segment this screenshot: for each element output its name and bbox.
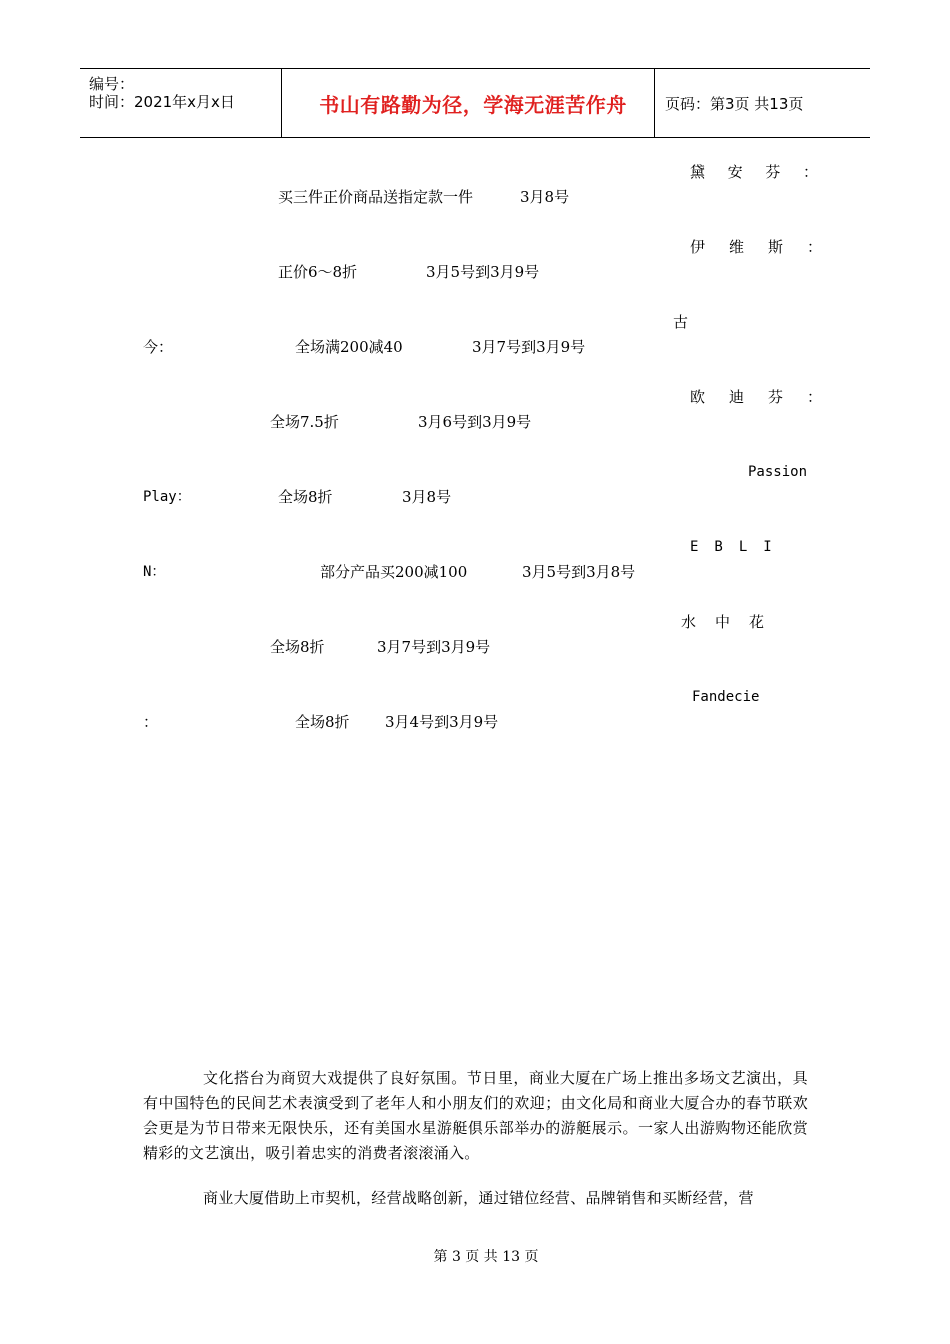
promo-offer: 全场8折 (278, 488, 333, 506)
promo-brand-part: Passion (748, 464, 808, 480)
promo-offer: 全场8折 (270, 638, 325, 656)
document-time-label: 时间：2021年x月x日 (89, 93, 235, 111)
body-paragraph: 文化搭台为商贸大戏提供了良好氛围。节日里，商业大厦在广场上推出多场文艺演出，具有中国特色的民间艺术表演受到了老年人和小朋友们的欢迎；由文化局和商业大厦合办的春节联欢会更是为节日带来无限快乐，还有美国水星游艇俱乐部举办的游艇展示。一家人出游购物还能欣赏精彩的文艺演出，吸引着忠实的消费者滚滚涌入。 (143, 1069, 808, 1162)
header-page-info: 页码：第3页 共13页 (665, 94, 804, 113)
promo-brand: 伊维斯： (690, 238, 847, 256)
header-motto: 书山有路勤为径，学海无涯苦作舟 (319, 92, 627, 117)
promo-offer: 全场满200减40 (295, 338, 403, 356)
promo-brand-char: 芬 (765, 163, 781, 181)
promo-offer: 部分产品买200减100 (320, 563, 468, 581)
promo-offer: 正价6～8折 (278, 263, 358, 281)
header-page-cell (655, 69, 870, 137)
promo-offer: 全场7.5折 (270, 413, 339, 431)
document-number-label: 编号： (89, 75, 135, 93)
page-header (80, 68, 870, 138)
header-motto-cell (282, 69, 655, 137)
promo-brand-part: Play： (143, 489, 191, 505)
promo-brand: 欧迪芬： (690, 388, 847, 406)
promo-brand-part: EBLI (690, 539, 788, 555)
promo-date: 3月7号到3月9号 (472, 338, 586, 356)
promo-brand-part: N： (143, 564, 166, 580)
body-paragraph: 商业大厦借助上市契机，经营战略创新，通过错位经营、品牌销售和买断经营，营 (203, 1189, 754, 1207)
promo-date: 3月6号到3月9号 (418, 413, 532, 431)
promo-brand (690, 163, 818, 181)
promo-brand-char: 安 (727, 163, 743, 181)
promo-date: 3月4号到3月9号 (385, 713, 499, 731)
promo-date: 3月5号到3月9号 (426, 263, 540, 281)
promo-brand-part: 古 (673, 313, 689, 331)
promo-date: 3月7号到3月9号 (377, 638, 491, 656)
promo-brand-part: 今： (143, 338, 174, 356)
promo-brand: 水中花 (681, 613, 784, 631)
header-meta-cell (80, 69, 282, 137)
promo-date: 3月8号 (520, 188, 570, 206)
promo-brand-char: 黛 (690, 163, 706, 181)
promo-date: 3月5号到3月8号 (522, 563, 636, 581)
promo-offer: 全场8折 (295, 713, 350, 731)
promo-brand-char: ： (802, 163, 818, 181)
promo-brand-part: Fandecie (692, 689, 760, 705)
promo-date: 3月8号 (402, 488, 452, 506)
promo-brand-part: ： (143, 713, 159, 731)
promo-offer: 买三件正价商品送指定款一件 (278, 188, 474, 206)
page-footer: 第 3 页 共 13 页 (433, 1249, 539, 1265)
